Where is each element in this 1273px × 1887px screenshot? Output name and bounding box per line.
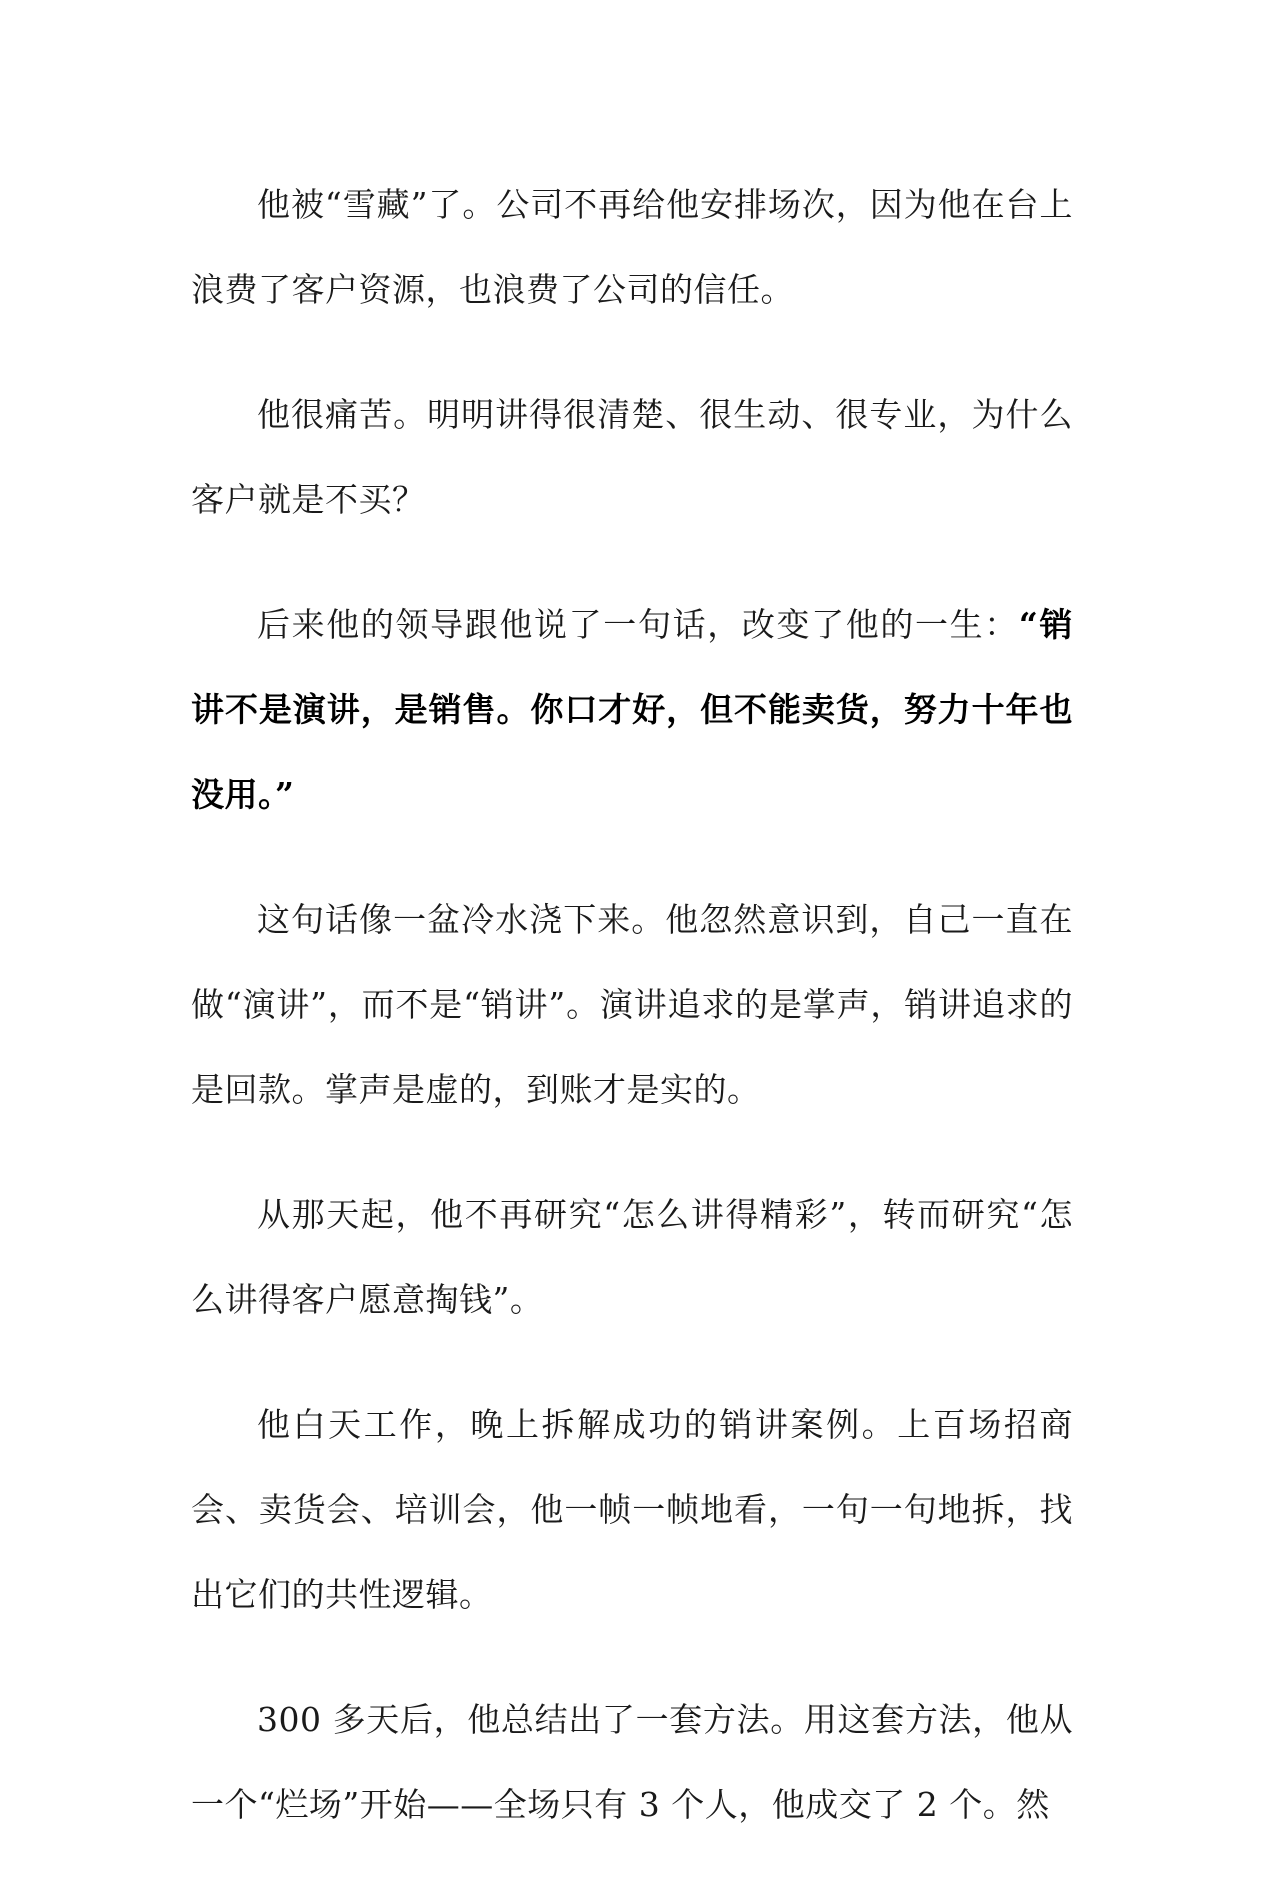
paragraph xyxy=(191,1172,1073,1342)
paragraph-text: 300 多天后，他总结出了一套方法。用这套方法，他从一个“烂场”开始——全场只有 3 个人，他成交了 2 个。然 xyxy=(191,1700,1073,1824)
paragraph xyxy=(191,1677,1073,1847)
paragraph-text: 他白天工作，晚上拆解成功的销讲案例。上百场招商会、卖货会、培训会，他一帧一帧地看，一句一句地拆，找出它们的共性逻辑。 xyxy=(191,1405,1073,1614)
bold-quote: “销讲不是演讲，是销售。你口才好，但不能卖货，努力十年也没用。” xyxy=(191,605,1074,814)
paragraph-text: 从那天起，他不再研究“怎么讲得精彩”，转而研究“怎么讲得客户愿意掏钱”。 xyxy=(191,1195,1073,1319)
paragraph xyxy=(191,162,1073,332)
document-body xyxy=(191,162,1073,1887)
paragraph-text: 他被“雪藏”了。公司不再给他安排场次，因为他在台上浪费了客户资源，也浪费了公司的信任。 xyxy=(191,185,1073,309)
paragraph-text: 这句话像一盆冷水浇下来。他忽然意识到，自己一直在做“演讲”，而不是“销讲”。演讲追求的是掌声，销讲追求的是回款。掌声是虚的，到账才是实的。 xyxy=(191,900,1073,1109)
paragraph xyxy=(191,582,1073,837)
paragraph xyxy=(191,1382,1073,1637)
paragraph-text: 后来他的领导跟他说了一句话，改变了他的一生： xyxy=(257,605,1019,644)
paragraph-text: 他很痛苦。明明讲得很清楚、很生动、很专业，为什么客户就是不买？ xyxy=(191,395,1073,519)
paragraph xyxy=(191,877,1073,1132)
paragraph xyxy=(191,372,1073,542)
